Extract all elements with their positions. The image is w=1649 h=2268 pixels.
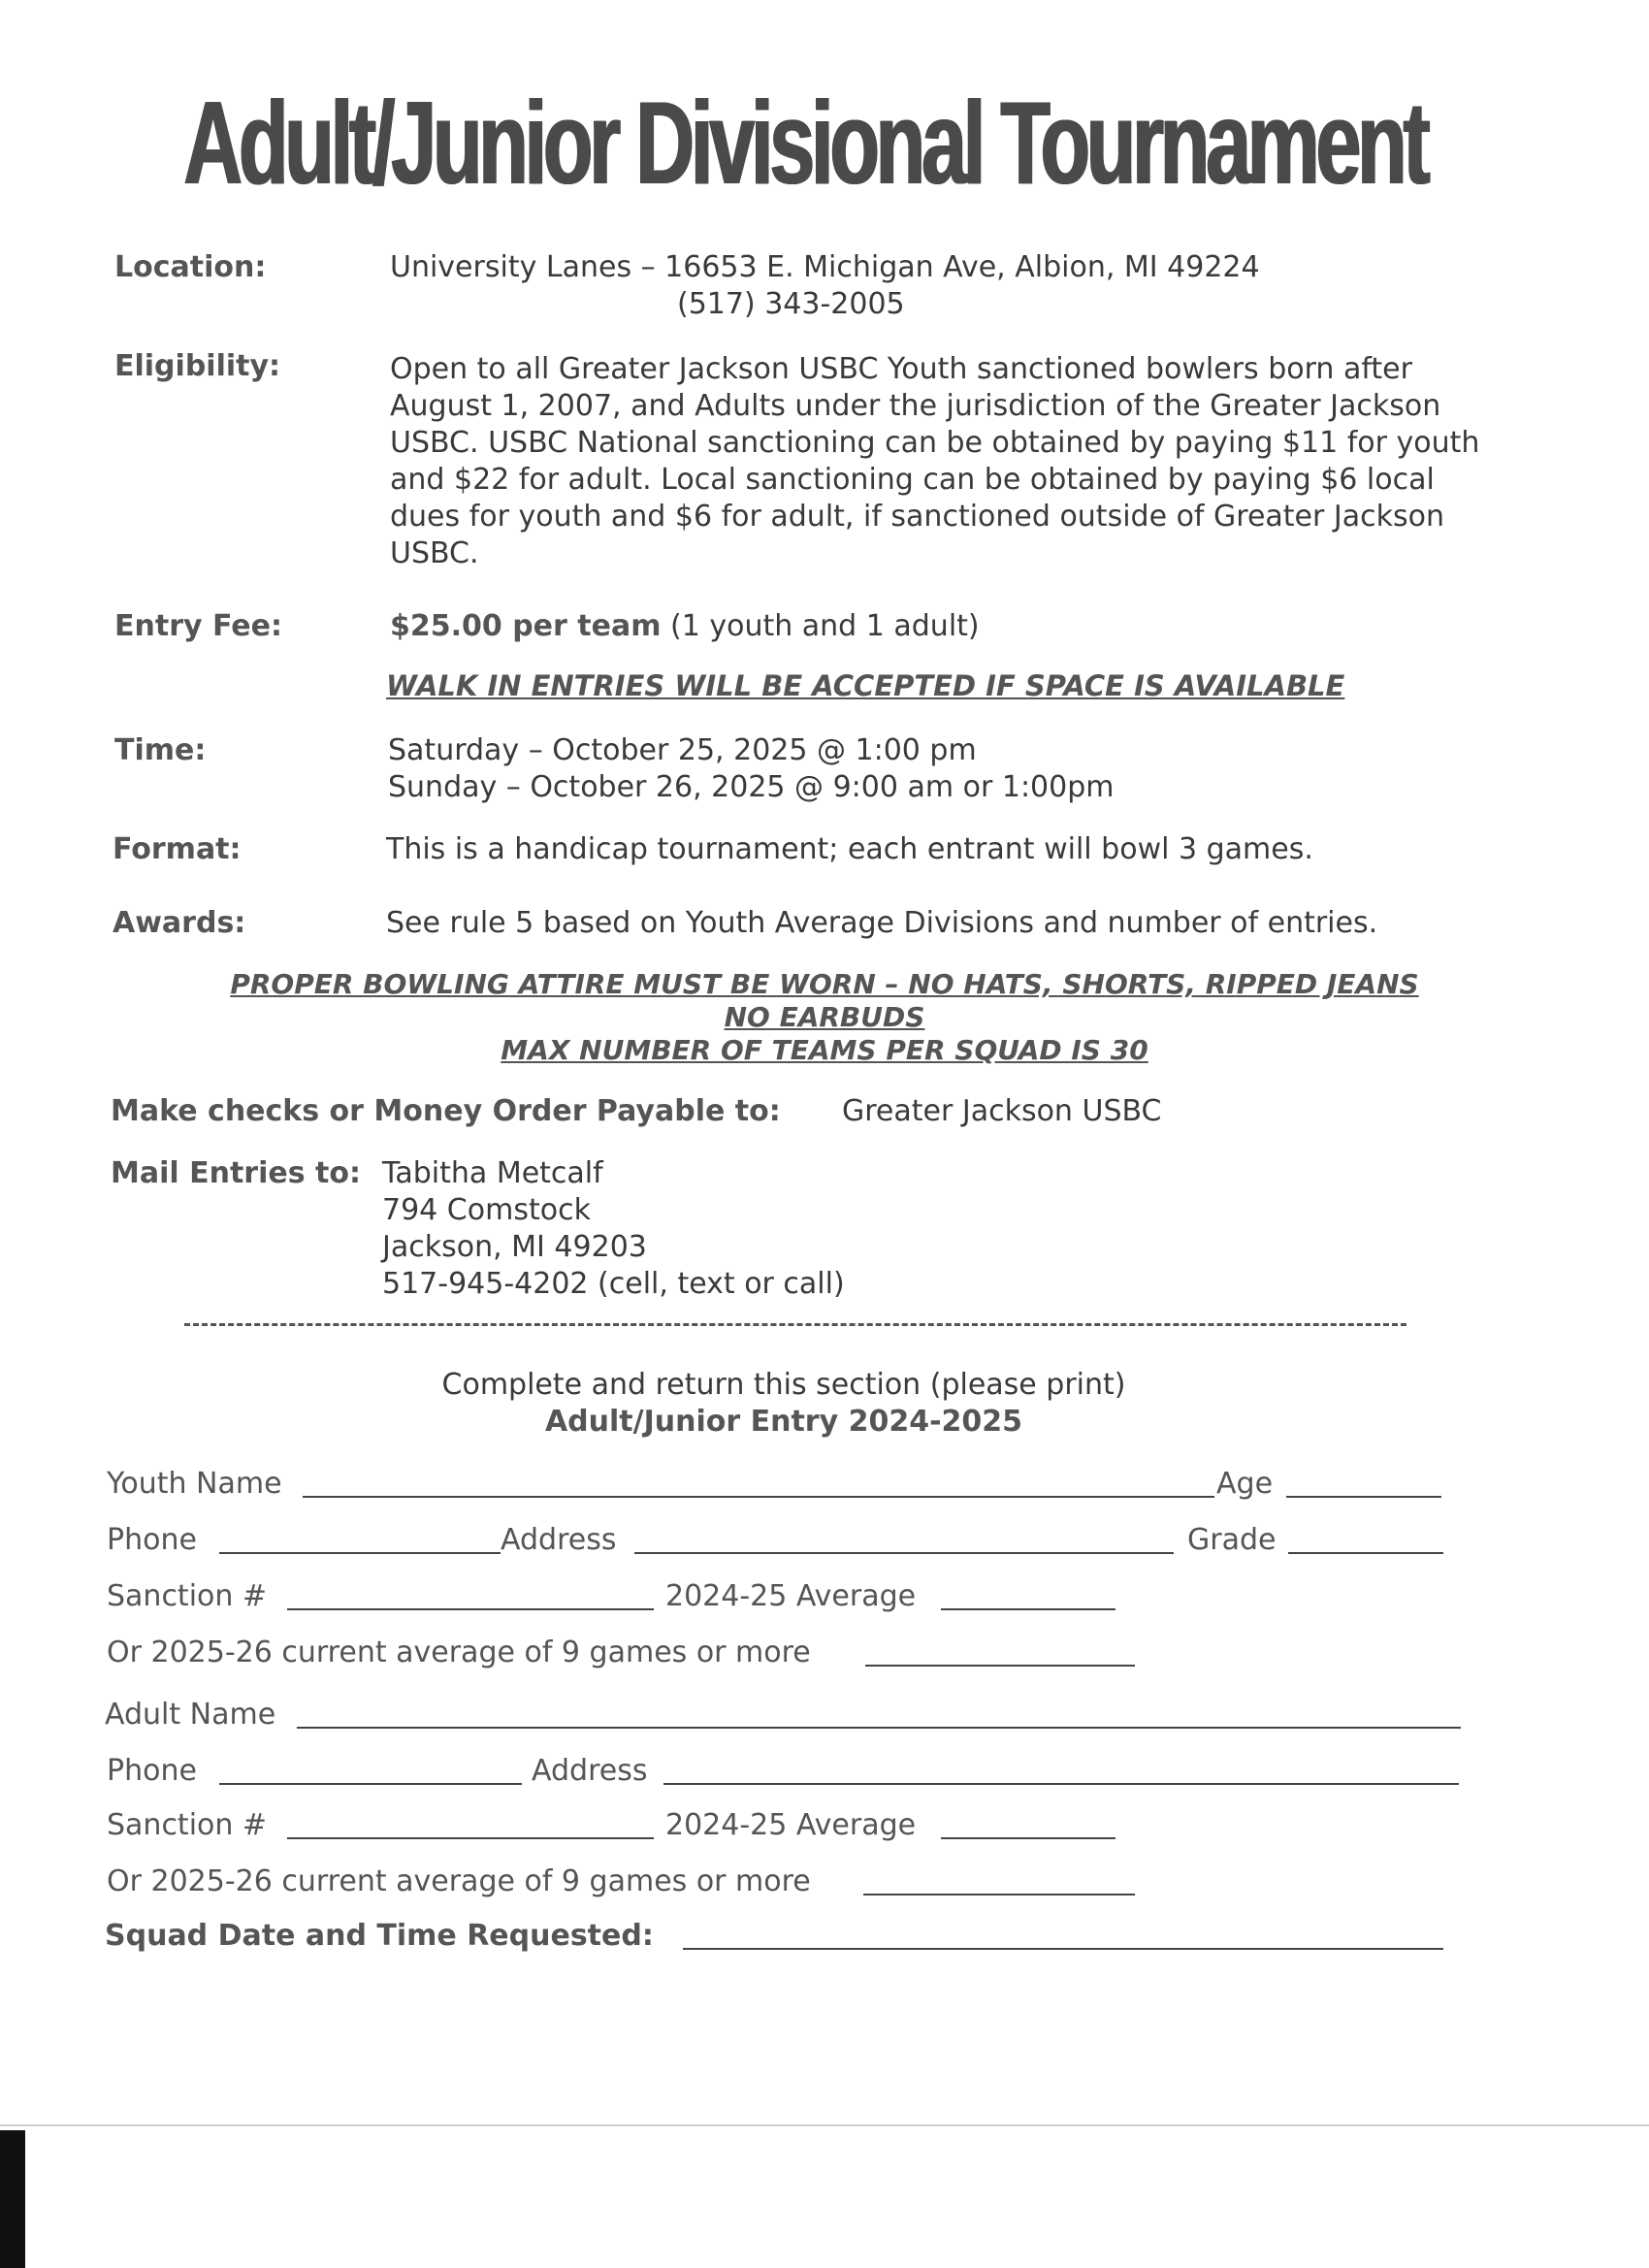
cut-line: [184, 1323, 1406, 1326]
squad-request-field[interactable]: [683, 1948, 1443, 1950]
youth-average-field[interactable]: [941, 1608, 1116, 1610]
youth-phone-label: Phone: [107, 1523, 197, 1557]
mail-line-city: Jackson, MI 49203: [382, 1230, 647, 1264]
mail-line-street: 794 Comstock: [382, 1193, 591, 1227]
adult-address-label: Address: [532, 1754, 648, 1788]
time-saturday: Saturday – October 25, 2025 @ 1:00 pm: [388, 733, 977, 767]
youth-name-label: Youth Name: [107, 1467, 282, 1501]
adult-sanction-field[interactable]: [287, 1837, 654, 1839]
walk-in-notice: WALK IN ENTRIES WILL BE ACCEPTED IF SPACE IS AVAILABLE: [386, 669, 1345, 702]
adult-sanction-label: Sanction #: [107, 1808, 268, 1842]
youth-grade-field[interactable]: [1288, 1552, 1443, 1554]
payable-value: Greater Jackson USBC: [842, 1094, 1162, 1128]
entry-fee-label: Entry Fee:: [114, 609, 282, 643]
format-label: Format:: [113, 832, 242, 866]
document-title: Adult/Junior Divisional Tournament: [183, 76, 1427, 209]
attire-notice: PROPER BOWLING ATTIRE MUST BE WORN – NO HATS, SHORTS, RIPPED JEANS: [230, 968, 1419, 1000]
form-heading: Adult/Junior Entry 2024-2025: [544, 1405, 1023, 1439]
scan-dark-edge: [0, 2130, 25, 2268]
youth-address-field[interactable]: [634, 1552, 1174, 1554]
entry-fee-detail: (1 youth and 1 adult): [670, 609, 980, 643]
format-text: This is a handicap tournament; each entrant will bowl 3 games.: [386, 832, 1313, 866]
time-sunday: Sunday – October 26, 2025 @ 9:00 am or 1:00pm: [388, 770, 1115, 804]
scan-edge-line: [0, 2124, 1649, 2126]
adult-name-field[interactable]: [297, 1727, 1461, 1729]
max-teams-notice: MAX NUMBER OF TEAMS PER SQUAD IS 30: [501, 1034, 1148, 1066]
eligibility-text: Open to all Greater Jackson USBC Youth sanctioned bowlers born after August 1, 2007, and Adults under the jurisdiction of the Greater Jackson USBC. USBC National sanctioning can be obtained by paying $11 for youth and $22 for adult. Local sanctioning can be obtained by paying $6 local dues for youth and $6 for adult, if sanctioned outside of Greater Jackson USBC.: [390, 352, 1480, 570]
awards-text: See rule 5 based on Youth Average Divisions and number of entries.: [386, 906, 1378, 940]
adult-current-average-field[interactable]: [863, 1894, 1135, 1895]
youth-current-average-field[interactable]: [865, 1665, 1135, 1667]
eligibility-label: Eligibility:: [114, 349, 281, 383]
mail-line-name: Tabitha Metcalf: [382, 1156, 603, 1190]
youth-age-label: Age: [1216, 1467, 1274, 1501]
time-label: Time:: [114, 733, 207, 767]
youth-address-label: Address: [501, 1523, 617, 1557]
location-label: Location:: [114, 250, 267, 284]
location-address: University Lanes – 16653 E. Michigan Ave, Albion, MI 49224: [390, 250, 1260, 284]
youth-name-field[interactable]: [303, 1496, 1214, 1498]
squad-request-label: Squad Date and Time Requested:: [105, 1919, 654, 1953]
adult-phone-field[interactable]: [219, 1783, 522, 1785]
payable-label: Make checks or Money Order Payable to:: [111, 1094, 781, 1128]
location-phone: (517) 343-2005: [677, 287, 905, 321]
form-instruction: Complete and return this section (please print): [441, 1368, 1126, 1402]
adult-current-average-label: Or 2025-26 current average of 9 games or more: [107, 1864, 811, 1898]
adult-average-field[interactable]: [941, 1837, 1116, 1839]
adult-address-field[interactable]: [663, 1783, 1459, 1785]
youth-phone-field[interactable]: [219, 1552, 501, 1554]
adult-name-label: Adult Name: [105, 1698, 276, 1732]
youth-age-field[interactable]: [1286, 1496, 1441, 1498]
mail-label: Mail Entries to:: [111, 1156, 361, 1190]
adult-phone-label: Phone: [107, 1754, 197, 1788]
youth-sanction-label: Sanction #: [107, 1579, 268, 1613]
earbuds-notice: NO EARBUDS: [724, 1001, 925, 1033]
adult-average-label: 2024-25 Average: [665, 1808, 917, 1842]
entry-fee-amount: $25.00 per team: [390, 609, 662, 643]
youth-grade-label: Grade: [1187, 1523, 1277, 1557]
mail-line-phone: 517-945-4202 (cell, text or call): [382, 1267, 845, 1301]
youth-average-label: 2024-25 Average: [665, 1579, 917, 1613]
youth-current-average-label: Or 2025-26 current average of 9 games or more: [107, 1636, 811, 1669]
youth-sanction-field[interactable]: [287, 1608, 654, 1610]
awards-label: Awards:: [113, 906, 246, 940]
